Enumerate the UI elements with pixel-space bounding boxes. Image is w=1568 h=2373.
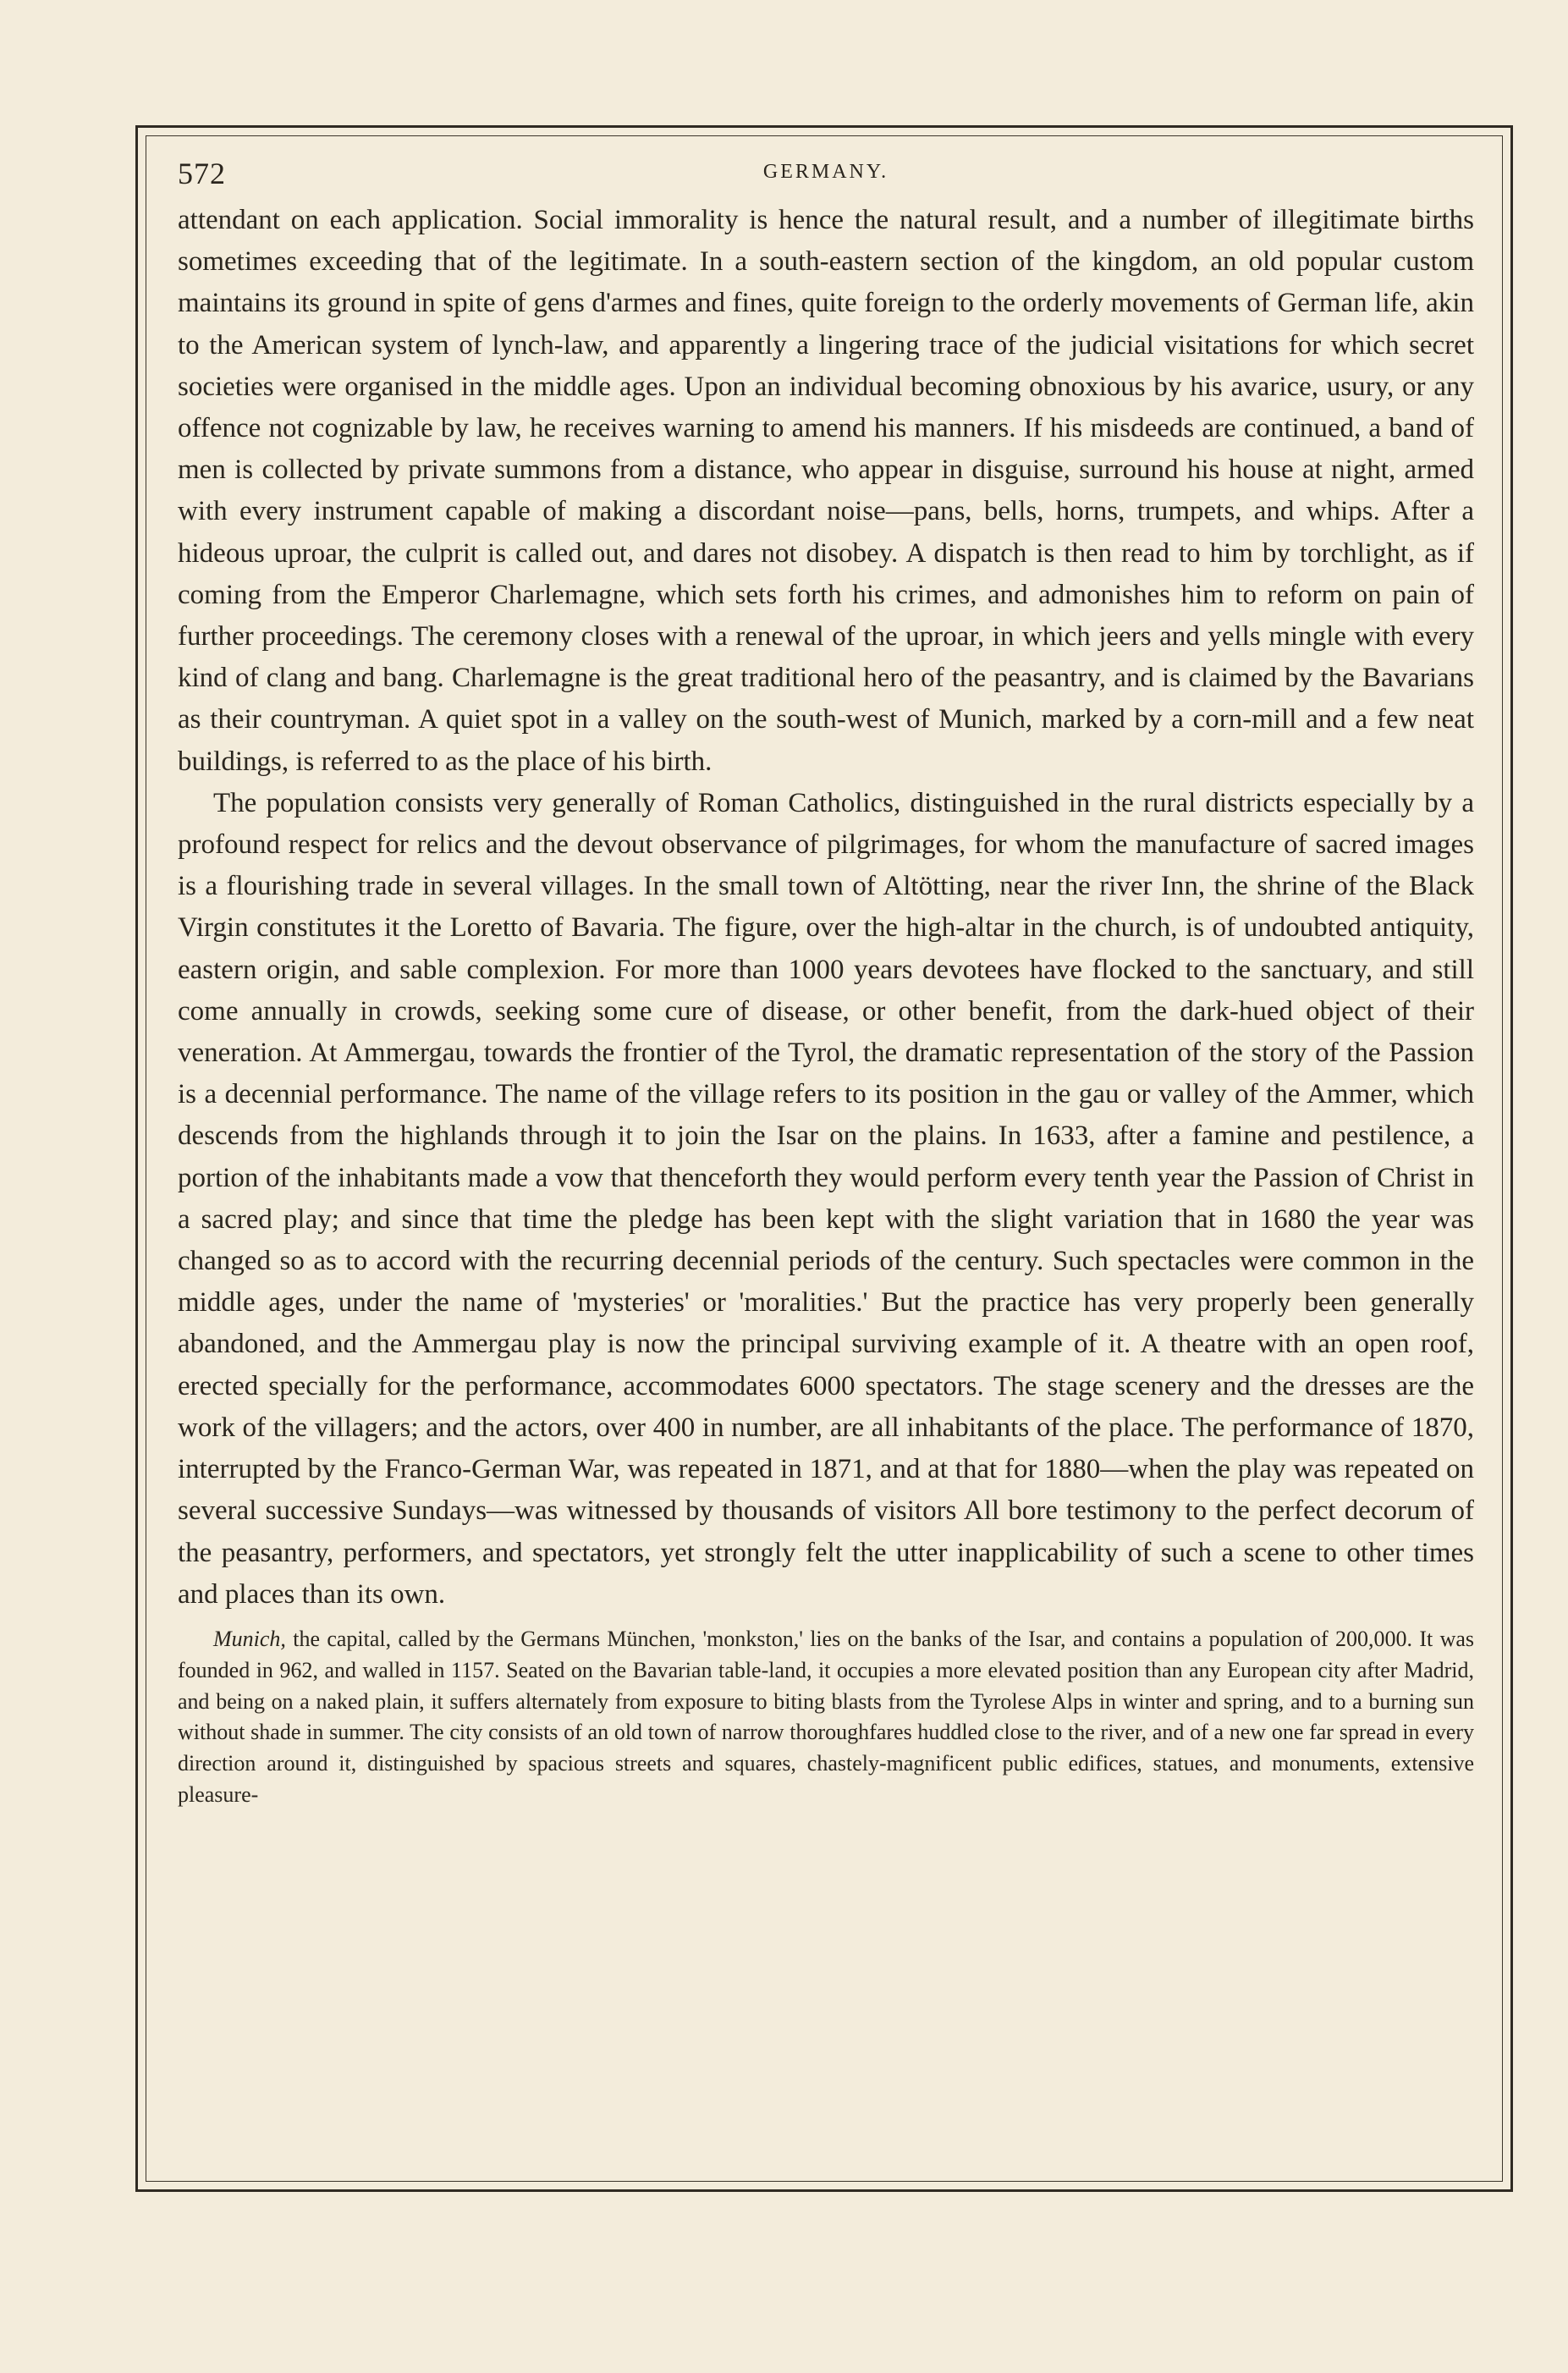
paragraph-2: The population consists very generally of Roman Catholics, distinguished in the rural districts especially by a profound respect for relics and the devout observance of pilgrimages, for whom the manufacture of sacred images is a flourishing trade in several villages. In the small town of Altötting, near the river Inn, the shrine of the Black Virgin constitutes it the Loretto of Bavaria. The figure, over the high-altar in the church, is of undoubted antiquity, eastern origin, and sable complexion. For more than 1000 years devotees have flocked to the sanctuary, and still come annually in crowds, seeking some cure of disease, or other benefit, from the dark-hued object of their veneration. At Ammergau, towards the frontier of the Tyrol, the dramatic representation of the story of the Passion is a decennial performance. The name of the village refers to its position in the gau or valley of the Ammer, which descends from the highlands through it to join the Isar on the plains. In 1633, after a famine and pestilence, a portion of the inhabitants made a vow that thenceforth they would perform every tenth year the Passion of Christ in a sacred play; and since that time the pledge has been kept with the slight variation that in 1680 the year was changed so as to accord with the recurring decennial periods of the century. Such spectacles were common in the middle ages, under the name of 'mysteries' or 'moralities.' But the practice has very properly been generally abandoned, and the Ammergau play is now the principal surviving example of it. A theatre with an open roof, erected specially for the performance, accommodates 6000 spectators. The stage scenery and the dresses are the work of the villagers; and the actors, over 400 in number, are all inhabitants of the place. The performance of 1870, interrupted by the Franco-German War, was repeated in 1871, and at that for 1880—when the play was repeated on several successive Sundays—was witnessed by thousands of visitors All bore testimony to the perfect decorum of the peasantry, performers, and spectators, yet strongly felt the utter inapplicability of such a scene to other times and places than its own. <box>178 787 1474 1610</box>
note-paragraph <box>178 1624 1474 1811</box>
body-text <box>178 200 1474 1616</box>
book-page <box>178 151 1474 1811</box>
running-title: GERMANY. <box>762 161 889 183</box>
small-type-note <box>178 1624 1474 1811</box>
note-term: Munich, <box>213 1626 286 1651</box>
paragraph-1: attendant on each application. Social immorality is hence the natural result, and a number of illegitimate births sometimes exceeding that of the legitimate. In a south-eastern section of the kingdom, an old popular custom maintains its ground in spite of gens d'armes and fines, quite foreign to the orderly movements of German life, akin to the American system of lynch-law, and apparently a lingering trace of the judicial visitations for which secret societies were organised in the middle ages. Upon an individual becoming obnoxious by his avarice, usury, or any offence not cognizable by law, he receives warning to amend his manners. If his misdeeds are continued, a band of men is collected by private summons from a distance, who appear in disguise, surround his house at night, armed with every instrument capable of making a discordant noise—pans, bells, horns, trumpets, and whips. After a hideous uproar, the culprit is called out, and dares not disobey. A dispatch is then read to him by torchlight, as if coming from the Emperor Charlemagne, which sets forth his crimes, and admonishes him to reform on pain of further proceedings. The ceremony closes with a renewal of the uproar, in which jeers and yells mingle with every kind of clang and bang. Charlemagne is the great traditional hero of the peasantry, and is claimed by the Bavarians as their countryman. A quiet spot in a valley on the south-west of Munich, marked by a corn-mill and a few neat buildings, is referred to as the place of his birth. <box>178 205 1474 777</box>
note-text: the capital, called by the Germans München, 'monkston,' lies on the banks of the Isar, and contains a population of 200,000. It was founded in 962, and walled in 1157. Seated on the Bavarian table-land, it occupies a more elevated position than any European city after Madrid, and being on a naked plain, it suffers alternately from exposure to biting blasts from the Tyrolese Alps in winter and spring, and to a burning sun without shade in summer. The city consists of an old town of narrow thoroughfares huddled close to the river, and of a new one far spread in every direction around it, distinguished by spacious streets and squares, chastely-magnificent public edifices, statues, and monuments, extensive pleasure- <box>178 1626 1474 1807</box>
running-head <box>178 151 1474 200</box>
page-number: 572 <box>178 157 226 190</box>
